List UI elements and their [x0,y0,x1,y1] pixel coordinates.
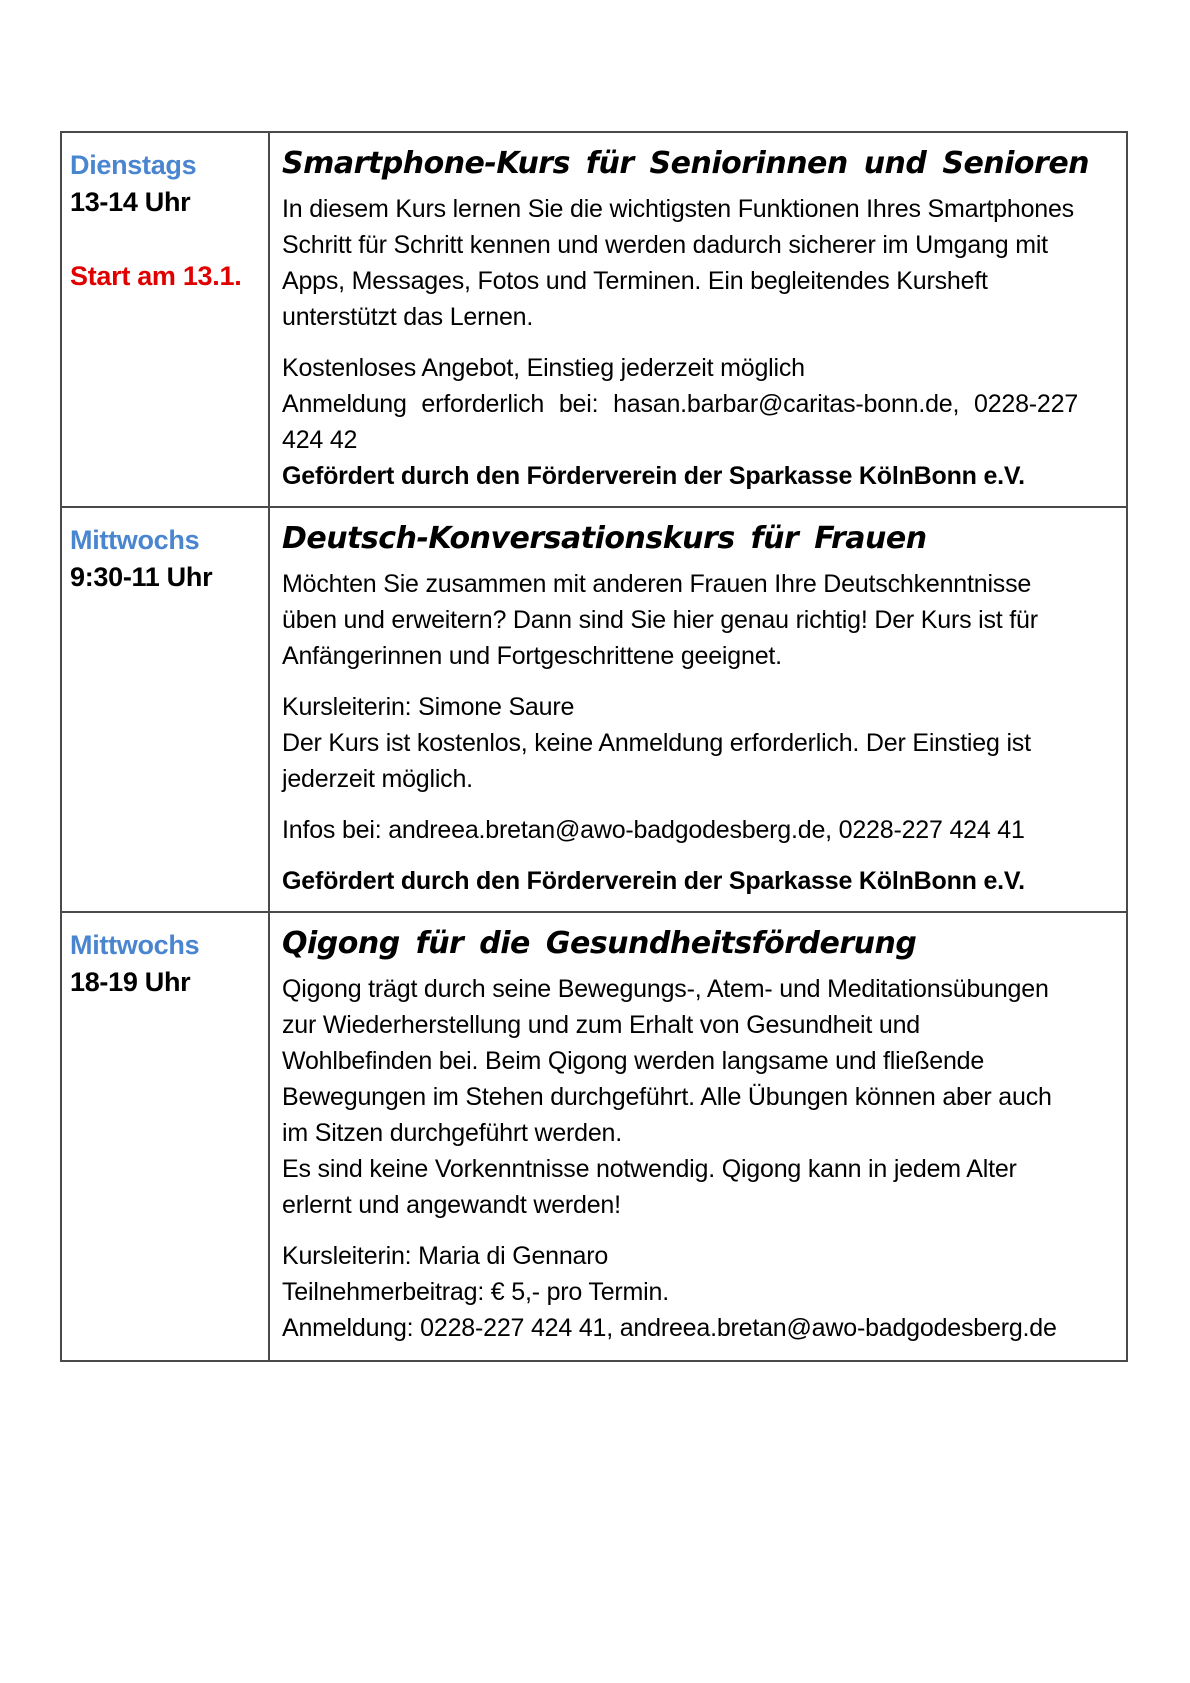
schedule-time: 9:30-11 Uhr [70,562,213,592]
schedule-cell [62,508,270,911]
course-description [282,191,1114,335]
course-leader-info [282,1238,1114,1346]
description-line: In diesem Kurs lernen Sie die wichtigsten Funktionen Ihres Smartphones [282,195,1074,223]
description-line: Apps, Messages, Fotos und Terminen. Ein begleitendes Kursheft [282,267,988,295]
description-line: üben und erweitern? Dann sind Sie hier genau richtig! Der Kurs ist für [282,606,1038,634]
schedule-day: Dienstags [70,150,197,180]
course-title: Deutsch-Konversationskurs für Frauen [282,521,927,556]
leader-line: Der Kurs ist kostenlos, keine Anmeldung erforderlich. Der Einstieg ist [282,729,1031,757]
description-line: Möchten Sie zusammen mit anderen Frauen Ihre Deutschkenntnisse [282,570,1032,598]
course-leader-info [282,689,1114,797]
schedule-day: Mittwochs [70,930,200,960]
funding-note: Gefördert durch den Förderverein der Sparkasse KölnBonn e.V. [282,867,1025,895]
phone-continuation-line: 424 42 [282,426,358,454]
info-line: Kostenloses Angebot, Einstieg jederzeit möglich [282,354,805,382]
leader-line: Kursleiterin: Simone Saure [282,693,575,721]
schedule-cell [62,133,270,506]
schedule-start-note: Start am 13.1. [70,261,242,291]
course-schedule-table [60,131,1128,1362]
fee-line: Teilnehmerbeitrag: € 5,- pro Termin. [282,1278,669,1306]
description-line: im Sitzen durchgeführt werden. [282,1119,623,1147]
schedule-time: 13-14 Uhr [70,187,191,217]
leader-line: jederzeit möglich. [282,765,473,793]
course-description [282,971,1114,1223]
course-details-cell [270,133,1126,506]
schedule-day: Mittwochs [70,525,200,555]
funding-note: Gefördert durch den Förderverein der Sparkasse KölnBonn e.V. [282,462,1025,490]
description-line: Schritt für Schritt kennen und werden dadurch sicherer im Umgang mit [282,231,1048,259]
registration-contact-line: Anmeldung: 0228-227 424 41, andreea.bretan@awo-badgodesberg.de [282,1314,1057,1342]
course-details-cell [270,508,1126,911]
description-line: Wohlbefinden bei. Beim Qigong werden langsame und fließende [282,1047,985,1075]
description-line: Qigong trägt durch seine Bewegungs-, Atem- und Meditationsübungen [282,975,1049,1003]
info-contact-line: Infos bei: andreea.bretan@awo-badgodesberg.de, 0228-227 424 41 [282,816,1025,844]
course-description [282,566,1114,674]
description-line: Bewegungen im Stehen durchgeführt. Alle Übungen können aber auch [282,1083,1052,1111]
description-line: Es sind keine Vorkenntnisse notwendig. Qigong kann in jedem Alter [282,1155,1017,1183]
course-details-cell [270,913,1126,1360]
description-line: Anfängerinnen und Fortgeschrittene geeignet. [282,642,782,670]
course-title: Smartphone-Kurs für Seniorinnen und Senioren [282,146,1090,181]
description-line: erlernt und angewandt werden! [282,1191,621,1219]
description-line: unterstützt das Lernen. [282,303,534,331]
course-row-deutschkurs [62,506,1126,911]
schedule-time: 18-19 Uhr [70,967,191,997]
registration-contact-line: Anmeldung erforderlich bei: hasan.barbar@caritas-bonn.de, 0228-227 [282,390,1079,418]
course-title: Qigong für die Gesundheitsförderung [282,926,917,961]
course-info [282,812,1114,848]
leader-line: Kursleiterin: Maria di Gennaro [282,1242,609,1270]
description-line: zur Wiederherstellung und zum Erhalt von Gesundheit und [282,1011,920,1039]
course-row-qigong [62,911,1126,1360]
funding-paragraph [282,863,1114,899]
course-row-smartphone [62,133,1126,506]
spacer [70,221,262,258]
schedule-cell [62,913,270,1360]
course-info [282,350,1114,494]
